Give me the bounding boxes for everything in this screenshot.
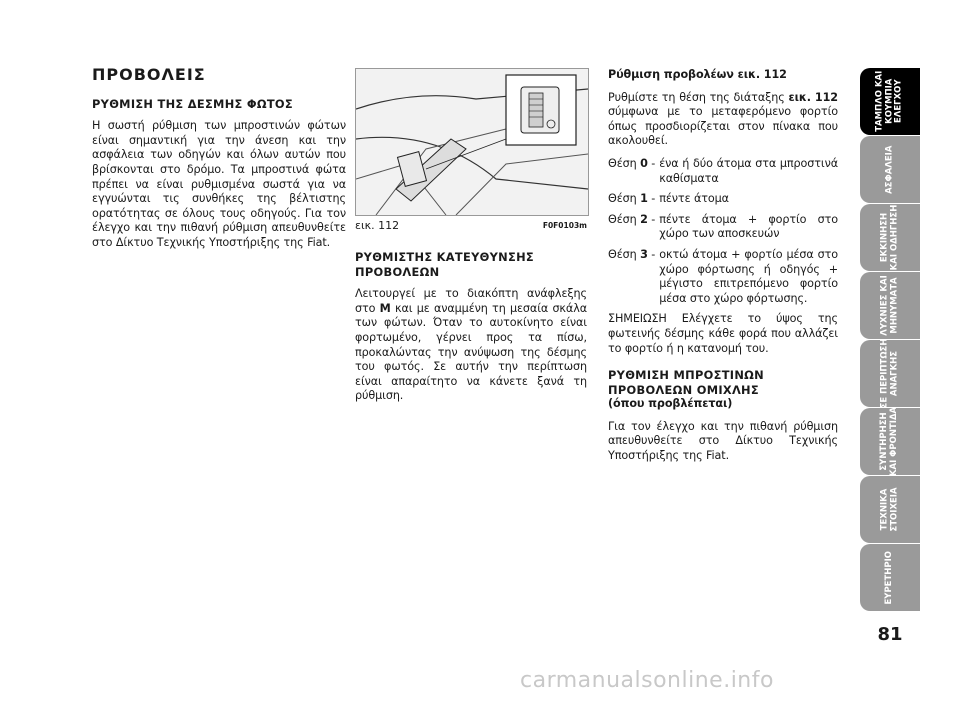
position-item [608,157,838,186]
tab-label: ΕΚΚΙΝΗΣΗ ΚΑΙ ΟΔΗΓΗΣΗ [879,204,899,271]
ignition-position-m: M [379,301,391,315]
leveler-text-pre: Λειτουργεί με το διακόπτη ανάφλεξης στο [355,287,587,315]
tab-emergency[interactable] [860,340,920,407]
figure-112 [355,68,589,216]
tab-label: ΤΑΜΠΛΟ ΚΑΙ ΚΟΥΜΠΙΑ ΕΛΕΓΧΟΥ [874,70,904,133]
tab-warning-lights[interactable] [860,272,920,339]
leveler-text-post: και με αναμμένη τη μεσαία σκάλα των φώτων. Όταν το αυτοκίνητο είναι φορτωμένο, γέρνει προς τα πίσω, προκαλώντας την ανύψωση της δέσμης του φωτός. Σε αυτήν την περίπτωση είναι απαραίτητο να κάνετε ξανά τη ρύθμιση. [355,301,587,403]
position-key: Θέση 2 - [608,212,656,226]
tab-label: ΕΥΡΕΤΗΡΙΟ [884,550,895,605]
position-key: Θέση 1 - [608,192,656,206]
tab-label: ΑΣΦΑΛΕΙΑ [884,145,895,194]
section-title-fog-lights: ΡΥΘΜΙΣΗ ΜΠΡΟΣΤΙΝΩΝ ΠΡΟΒΟΛΕΩΝ ΟΜΙΧΛΗΣ [608,368,764,397]
tab-label: ΣΕ ΠΕΡΙΠΤΩΣΗ ΑΝΑΓΚΗΣ [879,338,900,409]
middle-column [355,250,587,412]
position-text: ένα ή δύο άτομα στα μπροστινά καθίσματα [659,156,838,185]
subtitle-headlight-adjustment: Ρύθμιση προβολέων εικ. 112 [608,68,787,81]
position-text: πέντε άτομα + φορτίο στο χώρο των αποσκευών [659,212,838,241]
fog-lights-text: Για τον έλεγχο και την πιθανή ρύθμιση απευθυνθείτε στο Δίκτυο Τεχνικής Υποστήριξης της Fiat. [608,419,838,463]
tab-label: ΣΥΝΤΗΡΗΣΗ ΚΑΙ ΦΡΟΝΤΙΔΑ [879,406,900,477]
figure-code: F0F0103m [542,221,587,230]
position-item [608,248,838,306]
position-item [608,213,838,242]
tab-index[interactable] [860,544,920,611]
left-column [92,65,346,259]
tab-maintenance[interactable] [860,408,920,475]
beam-adjustment-text: Η σωστή ρύθμιση των μπροστινών φώτων είναι σημαντική για την άνεση και την ασφάλεια των οδηγών και όλων αυτών που βρίσκονται στο δρόμο. Τα μπροστινά φώτα πρέπει να είναι ρυθμισμένα σωστά για να εγγυώνται τις συνθήκες της βέλτιστης ορατότητας σε όλους τους οδηγούς. Για τον έλεγχο και την πιθανή ρύθμιση απευθυνθείτε στο Δίκτυο Τεχνικής Υποστήριξης της Fiat. [92,119,346,249]
position-text: πέντε άτομα [659,192,729,206]
headlight-leveler-text [355,287,587,404]
position-key: Θέση 0 - [608,156,656,170]
adjustment-intro [608,91,838,149]
figure-caption [355,219,587,232]
intro-post: σύμφωνα με το μεταφερόμενο φορτίο όπως προσδιορίζεται στον πίνακα που ακολουθεί. [608,105,838,148]
page-number: 81 [877,624,903,645]
headlight-adjuster-illustration [356,69,588,215]
position-key: Θέση 3 - [608,247,656,261]
tab-label: ΤΕΧΝΙΚΑ ΣΤΟΙΧΕΙΑ [879,487,899,532]
tab-label: ΛΥΧΝΙΕΣ ΚΑΙ ΜΗΝΥΜΑΤΑ [879,275,899,336]
tab-safety[interactable] [860,136,920,203]
fog-lights-subtitle: (όπου προβλέπεται) [608,397,733,411]
section-title-beam-adjustment: ΡΥΘΜΙΣΗ ΤΗΣ ΔΕΣΜΗΣ ΦΩΤΟΣ [92,96,293,111]
load-note: ΣΗΜΕΙΩΣΗ Ελέγχετε το ύψος της φωτεινής δέσμης κάθε φορά που αλλάζει το φορτίο ή η κατανομή του. [608,312,838,355]
position-item [608,192,838,207]
position-text: οκτώ άτομα + φορτίο μέσα στο χώρο φόρτωσης ή οδηγός + μέγιστο επιτρεπόμενο φορτίο μέσα στο χώρο φόρτωσης. [659,247,838,305]
intro-pre: Ρυθμίστε τη θέση της διάταξης [608,90,789,104]
intro-figure-ref: εικ. 112 [788,90,838,104]
watermark: carmanualsonline.info [520,668,774,693]
tab-starting-driving[interactable] [860,204,920,271]
tab-technical-data[interactable] [860,476,920,543]
tab-dashboard-controls[interactable] [860,68,920,135]
section-title-headlight-leveler: ΡΥΘΜΙΣΤΗΣ ΚΑΤΕΥΘΥΝΣΗΣ ΠΡΟΒΟΛΕΩΝ [355,250,534,279]
chapter-tabs [858,68,922,611]
right-column [608,68,838,472]
page-title: ΠΡΟΒΟΛΕΙΣ [92,65,206,84]
figure-label: εικ. 112 [355,219,400,232]
